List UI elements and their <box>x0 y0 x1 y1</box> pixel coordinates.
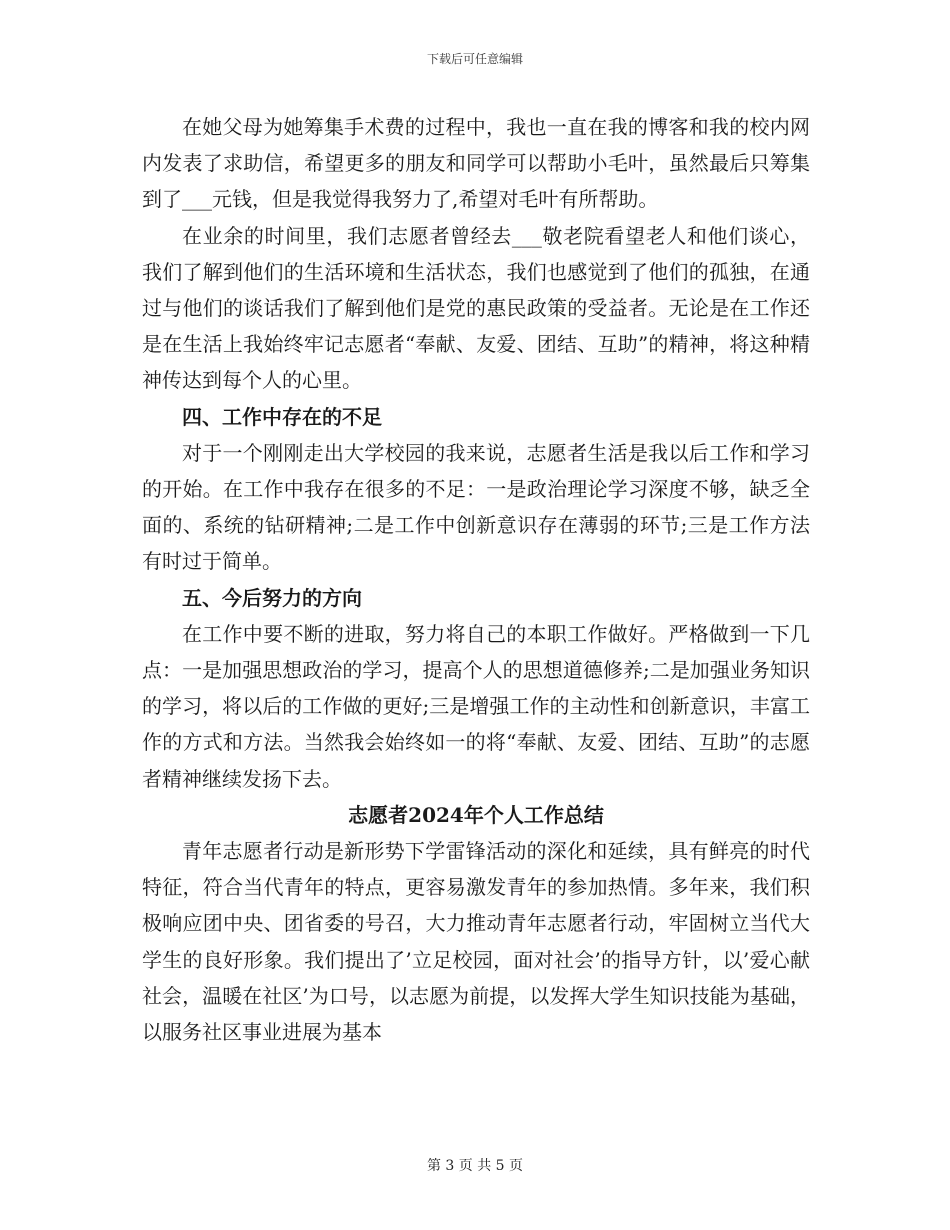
paragraph-shortcomings: 对于一个刚刚走出大学校园的我来说，志愿者生活是我以后工作和学习的开始。在工作中我存在很多的不足：一是政治理论学习深度不够，缺乏全面的、系统的钻研精神;二是工作中创新意识存在薄弱的环节;三是工作方法有时过于简单。 <box>142 440 810 574</box>
paragraph-future-direction: 在工作中要不断的进取，努力将自己的本职工作做好。严格做到一下几点：一是加强思想政治的学习，提高个人的思想道德修养;二是加强业务知识的学习，将以后的工作做的更好;三是增强工作的主动性和创新意识，丰富工作的方式和方法。当然我会始终如一的将“奉献、友爱、团结、互助”的志愿者精神继续发扬下去。 <box>142 621 810 791</box>
section-heading-shortcomings: 四、工作中存在的不足 <box>182 404 382 429</box>
paragraph-fundraising: 在她父母为她筹集手术费的过程中，我也一直在我的博客和我的校内网内发表了求助信，希望更多的朋友和同学可以帮助小毛叶，虽然最后只筹集到了___元钱，但是我觉得我努力了,希望对毛叶有所帮助。 <box>142 115 810 212</box>
page-footer: 第 3 页 共 5 页 <box>426 1158 524 1174</box>
document-title: 志愿者2024年个人工作总结 <box>348 802 604 827</box>
section-heading-future-direction: 五、今后努力的方向 <box>182 585 362 610</box>
paragraph-nursing-home: 在业余的时间里，我们志愿者曾经去___敬老院看望老人和他们谈心，我们了解到他们的生活环境和生活状态，我们也感觉到了他们的孤独，在通过与他们的谈话我们了解到他们是党的惠民政策的受益者。无论是在工作还是在生活上我始终牢记志愿者“奉献、友爱、团结、互助”的精神，将这种精神传达到每个人的心里。 <box>142 223 810 393</box>
paragraph-volunteer-action: 青年志愿者行动是新形势下学雷锋活动的深化和延续，具有鲜亮的时代特征，符合当代青年的特点，更容易激发青年的参加热情。多年来，我们积极响应团中央、团省委的号召，大力推动青年志愿者行动，牢固树立当代大学生的良好形象。我们提出了’立足校园，面对社会’的指导方针，以’爱心献社会，温暖在社区’为口号，以志愿为前提，以发挥大学生知识技能为基础，以服务社区事业进展为基本 <box>142 839 810 1045</box>
document-body <box>142 109 810 1050</box>
page-header: 下载后可任意编辑 <box>426 52 523 66</box>
